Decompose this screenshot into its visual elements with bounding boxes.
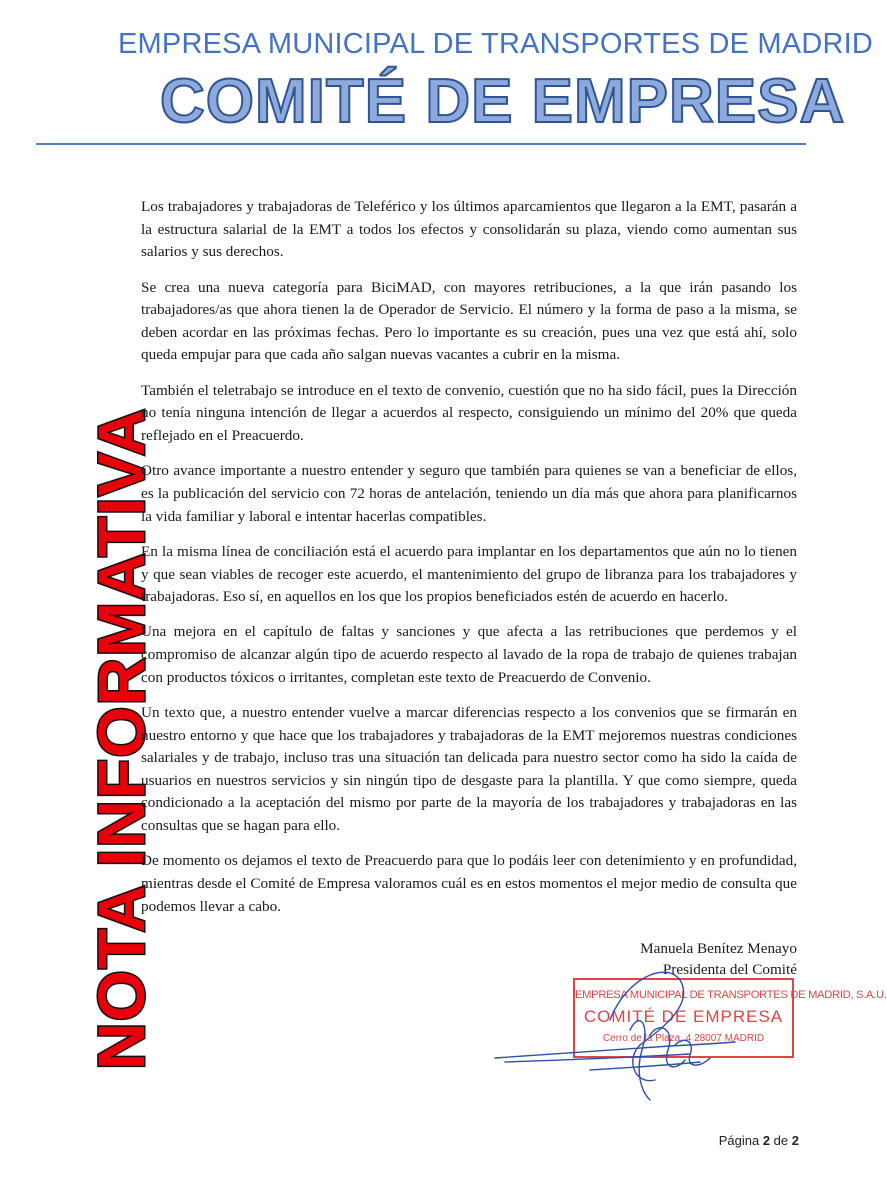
page-total: 2 [791, 1133, 799, 1148]
signatory-name: Manuela Benítez Menayo [640, 940, 797, 957]
page-of: de [773, 1133, 789, 1148]
paragraph: De momento os dejamos el texto de Preacuerdo para que lo podáis leer con detenimiento y en profundidad, mientras desde el Comité de Empresa valoramos cuál es en estos momentos el mejor medio de consulta que podemos llevar a cabo. [141, 852, 797, 915]
signatory-role: Presidenta del Comité [662, 961, 797, 978]
paragraph: En la misma línea de conciliación está el acuerdo para implantar en los departamentos que aún no lo tienen y que sean viables de recoger este acuerdo, el mantenimiento del grupo de libranza para los trabajadores y trabajadoras. Eso sí, en aquellos en los que los propios beneficiados estén de acuerdo en hacerlo. [141, 542, 797, 606]
page-number [719, 1133, 799, 1148]
header-divider [36, 143, 806, 145]
stamp-company: EMPRESA MUNICIPAL DE TRANSPORTES DE MADRID, S.A.U. [575, 989, 887, 1001]
committee-title: COMITÉ DE EMPRESA [160, 67, 846, 136]
stamp-address: Cerro de la Plaza, 4 28007 MADRID [602, 1033, 765, 1044]
document-body [141, 196, 797, 931]
paragraph: También el teletrabajo se introduce en el texto de convenio, cuestión que no ha sido fácil, pues la Dirección no tenía ninguna intención de llegar a acuerdos al respecto, consiguiendo un mínimo del 20% que queda reflejado en el Preacuerdo. [141, 381, 797, 444]
paragraph: Otro avance importante a nuestro entender y seguro que también para quienes se van a beneficiar de ellos, es la publicación del servicio con 72 horas de antelación, teniendo un día más que ahora para planificarnos la vida familiar y laboral e intentar hacerlas compatibles. [141, 462, 797, 525]
page-label: Página [718, 1133, 760, 1148]
paragraph: Una mejora en el capítulo de faltas y sanciones y que afecta a las retribuciones que perdemos y el compromiso de alcanzar algún tipo de acuerdo respecto al lavado de la ropa de trabajo de quienes trabajan con productos tóxicos o irritantes, completan este texto de Preacuerdo de Convenio. [141, 623, 797, 686]
paragraph: Se crea una nueva categoría para BiciMAD, con mayores retribuciones, a la que irán pasando los trabajadores/as que ahora tienen la de Operador de Servicio. El número y la forma de paso a la misma, se deben acordar en las próximas fechas. Pero lo importante es su creación, pues una vez que está ahí, solo queda empujar para que cada año salgan nuevas vacantes a cubrir en la misma. [141, 278, 797, 364]
paragraph: Los trabajadores y trabajadoras de Teleférico y los últimos aparcamientos que llegaron a la EMT, pasarán a la estructura salarial de la EMT a todos los efectos y consolidarán su plaza, viendo como aumentan sus salarios y sus derechos. [141, 198, 797, 261]
stamp-committee: COMITÉ DE EMPRESA [583, 1007, 784, 1026]
page-current: 2 [762, 1133, 771, 1148]
organization-title: EMPRESA MUNICIPAL DE TRANSPORTES DE MADRID [118, 28, 874, 60]
nota-informativa-label: NOTA INFORMATIVA [84, 407, 158, 1070]
handwritten-signature [490, 950, 750, 1110]
paragraph: Un texto que, a nuestro entender vuelve a marcar diferencias respecto a los convenios que se firmarán en nuestro entorno y que hace que los trabajadores y trabajadoras de la EMT mejoremos nuestras condiciones salariales y de trabajo, incluso tras una situación tan delicada para nuestro sector como ha sido la caída de usuarios en nuestros servicios y sin ningún tipo de desgaste para la plantilla. Y que como siempre, queda condicionado a la aceptación del mismo por parte de la mayoría de los trabajadores y trabajadoras en las consultas que se hagan para ello. [141, 704, 797, 835]
